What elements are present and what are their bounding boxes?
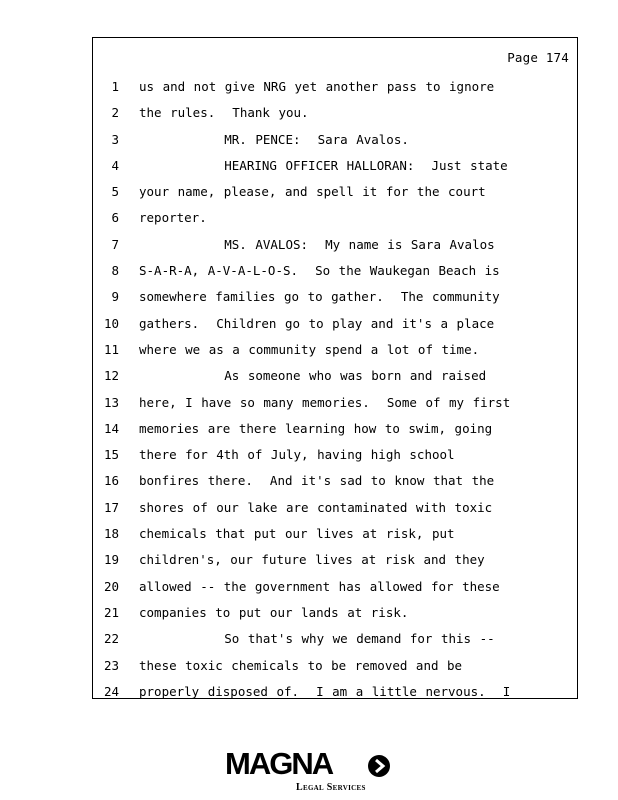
line-number: 11 (103, 341, 119, 357)
line-text: reporter. (139, 210, 207, 226)
line-text: As someone who was born and raised (139, 368, 487, 384)
transcript-line (93, 127, 577, 153)
line-text: MS. AVALOS: My name is Sara Avalos (139, 236, 495, 252)
line-number: 16 (103, 473, 119, 489)
transcript-line (93, 363, 577, 389)
transcript-line (93, 547, 577, 573)
transcript-line (93, 416, 577, 442)
transcript-line (93, 495, 577, 521)
line-text: somewhere families go to gather. The community (139, 289, 500, 305)
line-text: here, I have so many memories. Some of my first (139, 394, 511, 410)
line-text: chemicals that put our lives at risk, put (139, 526, 455, 542)
transcript-line (93, 74, 577, 100)
transcript-page (92, 37, 578, 699)
transcript-line (93, 205, 577, 231)
line-text: children's, our future lives at risk and they (139, 552, 485, 568)
line-number: 5 (111, 184, 119, 200)
logo-wordmark: MAGNA (225, 746, 333, 781)
line-number: 4 (111, 157, 119, 173)
logo-subtitle: Legal Services (296, 782, 366, 793)
transcript-line (93, 258, 577, 284)
line-number: 6 (111, 210, 119, 226)
transcript-line (93, 626, 577, 652)
line-text: MR. PENCE: Sara Avalos. (139, 131, 409, 147)
transcript-line (93, 179, 577, 205)
line-text: these toxic chemicals to be removed and be (139, 657, 463, 673)
transcript-line (93, 337, 577, 363)
line-text: there for 4th of July, having high school (139, 447, 455, 463)
transcript-line (93, 284, 577, 310)
transcript-line (93, 442, 577, 468)
line-text: shores of our lake are contaminated with toxic (139, 499, 493, 515)
magna-logo (220, 748, 400, 794)
line-text: HEARING OFFICER HALLORAN: Just state (139, 157, 508, 173)
line-text: memories are there learning how to swim, going (139, 420, 493, 436)
line-number: 24 (103, 683, 119, 699)
transcript-line (93, 468, 577, 494)
transcript-line (93, 600, 577, 626)
line-number: 21 (103, 604, 119, 620)
line-number: 8 (111, 263, 119, 279)
line-text: bonfires there. And it's sad to know that the (139, 473, 495, 489)
line-text: So that's why we demand for this -- (139, 631, 495, 647)
line-number: 22 (103, 631, 119, 647)
line-number: 1 (111, 79, 119, 94)
line-text: allowed -- the government has allowed for these (139, 578, 500, 594)
line-number: 13 (103, 394, 119, 410)
line-number: 20 (103, 578, 119, 594)
line-text: S-A-R-A, A-V-A-L-O-S. So the Waukegan Beach is (139, 263, 500, 279)
line-text: where we as a community spend a lot of time. (139, 341, 480, 357)
line-text: the rules. Thank you. (139, 105, 309, 121)
transcript-line (93, 521, 577, 547)
arrow-right-circle-icon (368, 755, 390, 777)
line-number: 7 (111, 236, 119, 252)
transcript-line (93, 311, 577, 337)
line-number: 23 (103, 657, 119, 673)
line-number: 17 (103, 499, 119, 515)
transcript-line (93, 390, 577, 416)
line-text: properly disposed of. I am a little nervous. I (139, 683, 511, 699)
transcript-line (93, 653, 577, 679)
line-text: companies to put our lands at risk. (139, 604, 409, 620)
transcript-line (93, 679, 577, 705)
transcript-lines (93, 74, 577, 705)
line-number: 2 (111, 105, 119, 121)
line-text: us and not give NRG yet another pass to ignore (139, 79, 495, 94)
line-number: 10 (103, 315, 119, 331)
line-number: 19 (103, 552, 119, 568)
line-text: gathers. Children go to play and it's a place (139, 315, 495, 331)
transcript-line (93, 153, 577, 179)
transcript-line (93, 574, 577, 600)
line-number: 9 (111, 289, 119, 305)
line-number: 18 (103, 526, 119, 542)
line-number: 14 (103, 420, 119, 436)
page-number: Page 174 (507, 50, 569, 65)
transcript-line (93, 232, 577, 258)
line-number: 3 (111, 131, 119, 147)
transcript-line (93, 100, 577, 126)
line-number: 12 (103, 368, 119, 384)
line-number: 15 (103, 447, 119, 463)
line-text: your name, please, and spell it for the court (139, 184, 486, 200)
